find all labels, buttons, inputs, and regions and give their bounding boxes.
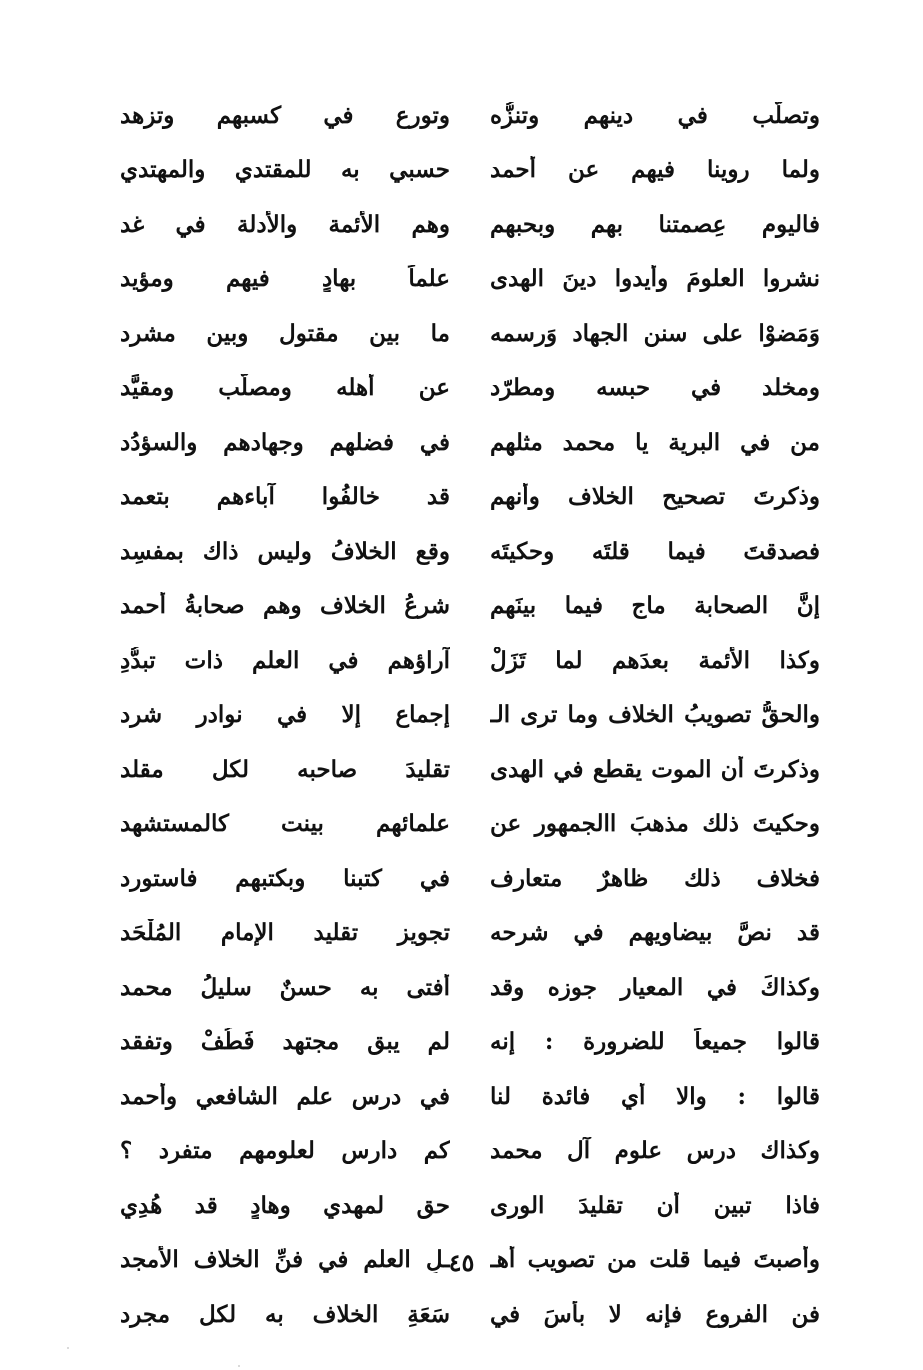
verse-line	[120, 1015, 820, 1070]
second-hemistich: عن أهله ومصلّب ومقيَّد	[120, 374, 450, 402]
second-hemistich: في كتبنا وبكتبهم فاستورد	[120, 864, 450, 892]
second-hemistich: علمائهم بينت كالمستشهِد	[120, 810, 450, 838]
first-hemistich: قالوا جميعاً للضرورة : إنه	[490, 1028, 820, 1056]
first-hemistich: وأصبتَ فيما قلت من تصويب أهـ	[490, 1246, 820, 1274]
second-hemistich: وقع الخلافُ وليس ذاك بمفسِد	[120, 537, 450, 565]
verse-line	[120, 579, 820, 634]
verse-line	[120, 960, 820, 1015]
first-hemistich: وذكرتَ أن الموت يقطع في الهدى	[490, 755, 820, 783]
second-hemistich: حسبي به للمقتدي والمهتدي	[120, 156, 450, 184]
paper-speck	[238, 1365, 240, 1367]
first-hemistich: فاذا تبين أن تقليدَ الورى	[490, 1191, 820, 1219]
first-hemistich: فاليوم عِصمتنا بهم وبحبهم	[490, 210, 820, 238]
first-hemistich: قد نصَّ بيضاويهم في شرحه	[490, 919, 820, 947]
second-hemistich: تقليدَ صاحبه لكل مقلد	[120, 755, 450, 783]
verse-line	[120, 688, 820, 743]
verse-line	[120, 906, 820, 961]
second-hemistich: إجماع إلا في نوادر شرد	[120, 701, 450, 729]
first-hemistich: ولما روينا فيهم عن أحمد	[490, 156, 820, 184]
first-hemistich: وحكيتَ ذلك مذهبَ االجمهور عن	[490, 810, 820, 838]
first-hemistich: وذكرتَ تصحيح الخلاف وأنهم	[490, 483, 820, 511]
second-hemistich: تجويز تقليد الإمام المُلْحَد	[120, 919, 450, 947]
verse-line	[120, 88, 820, 143]
verse-line	[120, 1178, 820, 1233]
verse-line	[120, 197, 820, 252]
poem-body	[120, 88, 820, 1342]
verse-line	[120, 361, 820, 416]
second-hemistich: حق لمهدي وهادٍ قد هُدِي	[120, 1191, 450, 1219]
verse-line	[120, 1287, 820, 1342]
second-hemistich: في درس علم الشافعي وأحمد	[120, 1082, 450, 1110]
first-hemistich: ومخلد في حبسه ومطرّد	[490, 374, 820, 402]
verse-line	[120, 1124, 820, 1179]
first-hemistich: والحقُّ تصويبُ الخلاف وما ترى الـ	[490, 701, 820, 729]
page-number: ٤٥	[448, 1248, 475, 1277]
second-hemistich: سَعَةِ الخلاف به لكل مجرد	[120, 1300, 450, 1328]
first-hemistich: فصدقتَ فيما قلتَه وحكيتَه	[490, 537, 820, 565]
first-hemistich: نشروا العلومَ وأيدوا دينَ الهدى	[490, 265, 820, 293]
verse-line	[120, 306, 820, 361]
second-hemistich: لم يبق مجتهد فَطُفْ وتفقد	[120, 1028, 450, 1056]
first-hemistich: وكذا الأئمة بعدَهم لما تَزَلْ	[490, 646, 820, 674]
second-hemistich: ما بين مقتول وبين مشرد	[120, 319, 450, 347]
second-hemistich: كم دارس لعلومهم متفرد ؟	[120, 1137, 450, 1165]
second-hemistich: آراؤهم في العلمِ ذات تبدُّدِ	[120, 646, 450, 674]
verse-line	[120, 470, 820, 525]
first-hemistich: وكذاكَ في المعيار جوزه وقد	[490, 973, 820, 1001]
first-hemistich: فن الفروع فإنه لا بأسَ في	[490, 1300, 820, 1328]
second-hemistich: شرعُ الخلاف وهم صحابةُ أحمد	[120, 592, 450, 620]
paper-speck	[67, 1347, 69, 1349]
first-hemistich: فخلاف ذلك ظاهرٌ متعارف	[490, 864, 820, 892]
second-hemistich: في فضلهم وجهادهم والسؤدُد	[120, 428, 450, 456]
verse-line	[120, 851, 820, 906]
second-hemistich: قد خالفُوا آباءهم بتعمد	[120, 483, 450, 511]
verse-line	[120, 524, 820, 579]
verse-line	[120, 252, 820, 307]
first-hemistich: من في البرية يا محمد مثلهم	[490, 428, 820, 456]
verse-line	[120, 143, 820, 198]
second-hemistich: وهم الأئمة والأدلة في غد	[120, 210, 450, 238]
second-hemistich: وتورع في كسبهم وتزهد	[120, 101, 450, 129]
first-hemistich: قالوا : والا أي فائدة لنا	[490, 1082, 820, 1110]
verse-line	[120, 742, 820, 797]
first-hemistich: وكذاك درس علومِ آل محمد	[490, 1137, 820, 1165]
verse-line	[120, 415, 820, 470]
first-hemistich: وتصلّب في دينهم وتنزُّه	[490, 101, 820, 129]
verse-line	[120, 797, 820, 852]
verse-line	[120, 1069, 820, 1124]
first-hemistich: إنَّ الصحابة ماج فيما بينَهم	[490, 592, 820, 620]
second-hemistich: ـلِ العلم في فنِّ الخلاف الأمجد	[120, 1246, 450, 1274]
verse-line	[120, 633, 820, 688]
second-hemistich: علماً بهادٍ فيهم ومؤيد	[120, 265, 450, 293]
second-hemistich: أفتى به حسنٌ سليلُ محمد	[120, 973, 450, 1001]
first-hemistich: وَمَضوْا على سنن الجهاد وَرسمه	[490, 319, 820, 347]
